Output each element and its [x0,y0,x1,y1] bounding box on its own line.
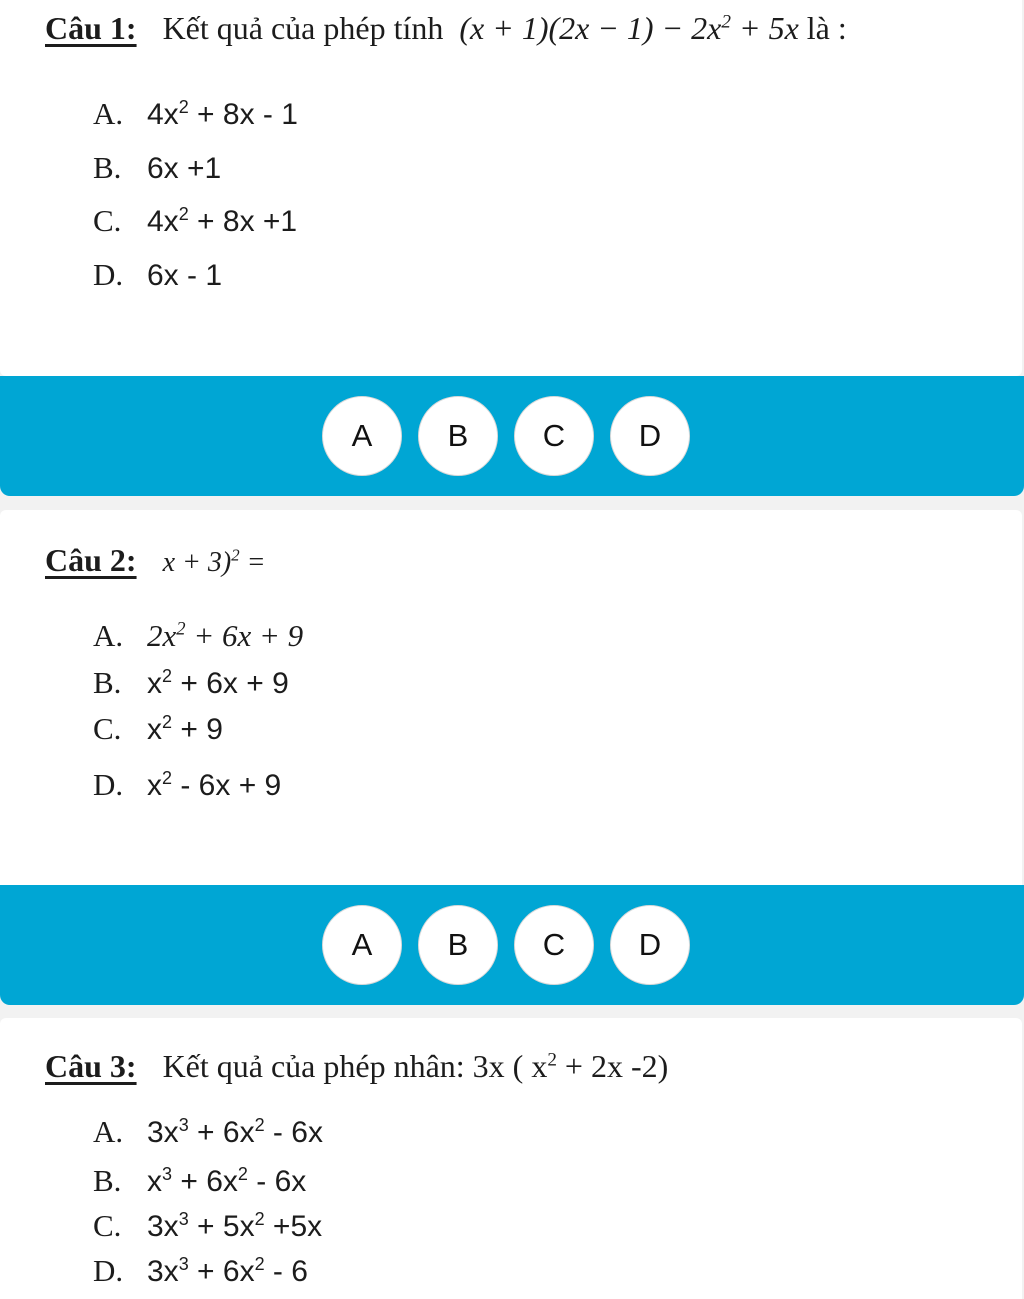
option-text: $4x^2 + 8x - 1$ [147,97,298,131]
question-expression: x + 3)$^2$ = [162,545,266,578]
option-d [93,767,281,803]
option-text: 6x - 1 [147,259,223,292]
answer-button-a[interactable]: A [322,905,402,985]
answer-button-c[interactable]: C [514,905,594,985]
question-prompt: Kết quả của phép tính [162,10,444,46]
question-card-1 [0,0,1022,376]
option-b [93,1163,306,1199]
option-text: $2x^2 + 6x + 9$ [147,618,304,653]
option-b [93,150,221,186]
question-card-2 [0,510,1022,885]
option-text: $x^2 + 9$ [147,712,223,746]
question-label: Câu 2: [45,542,137,578]
answer-button-a[interactable]: A [322,396,402,476]
question-title-2 [45,542,266,579]
option-d [93,257,222,293]
option-letter: A. [93,96,124,131]
answer-button-d[interactable]: D [610,905,690,985]
option-d [93,1253,308,1289]
option-text: $4x^2 + 8x +1$ [147,204,298,238]
question-title-1 [45,10,847,47]
question-card-3 [0,1018,1022,1299]
question-label: Câu 1: [45,10,137,46]
option-text: $x^2 + 6x + 9$ [147,666,289,700]
option-a [93,1114,323,1150]
question-suffix: là : [806,10,847,46]
option-text: $3x^3 + 5x^2 +5x$ [147,1209,323,1243]
question-label: Câu 3: [45,1048,137,1084]
option-a [93,96,298,132]
option-text: $3x^3 + 6x^2 - 6$ [147,1254,308,1288]
answer-button-d[interactable]: D [610,396,690,476]
option-letter: B. [93,1163,122,1198]
option-letter: D. [93,1253,124,1288]
option-letter: A. [93,1114,124,1149]
option-text: $x^2 - 6x + 9$ [147,768,282,802]
option-letter: C. [93,1208,122,1243]
answer-bar-1 [0,376,1024,496]
option-c [93,1208,322,1244]
option-b [93,665,289,701]
option-letter: C. [93,203,122,238]
option-c [93,711,223,747]
option-c [93,203,297,239]
answer-button-b[interactable]: B [418,396,498,476]
question-title-3 [45,1048,668,1085]
option-text: $3x^3 + 6x^2 - 6x$ [147,1115,323,1149]
question-prompt: Kết quả của phép nhân: 3x ( $x^2 + 2x$ -2) [162,1048,669,1084]
option-letter: D. [93,767,124,802]
answer-button-c[interactable]: C [514,396,594,476]
option-text: $x^3 + 6x^2 - 6x$ [147,1164,307,1198]
option-a [93,618,303,654]
question-expression: $(x + 1)(2x - 1) - 2x^2 + 5x$ [459,10,799,46]
option-letter: D. [93,257,124,292]
answer-bar-2 [0,885,1024,1005]
option-letter: C. [93,711,122,746]
option-letter: B. [93,150,122,185]
answer-button-b[interactable]: B [418,905,498,985]
option-text: 6x +1 [147,152,222,185]
option-letter: B. [93,665,122,700]
option-letter: A. [93,618,124,653]
